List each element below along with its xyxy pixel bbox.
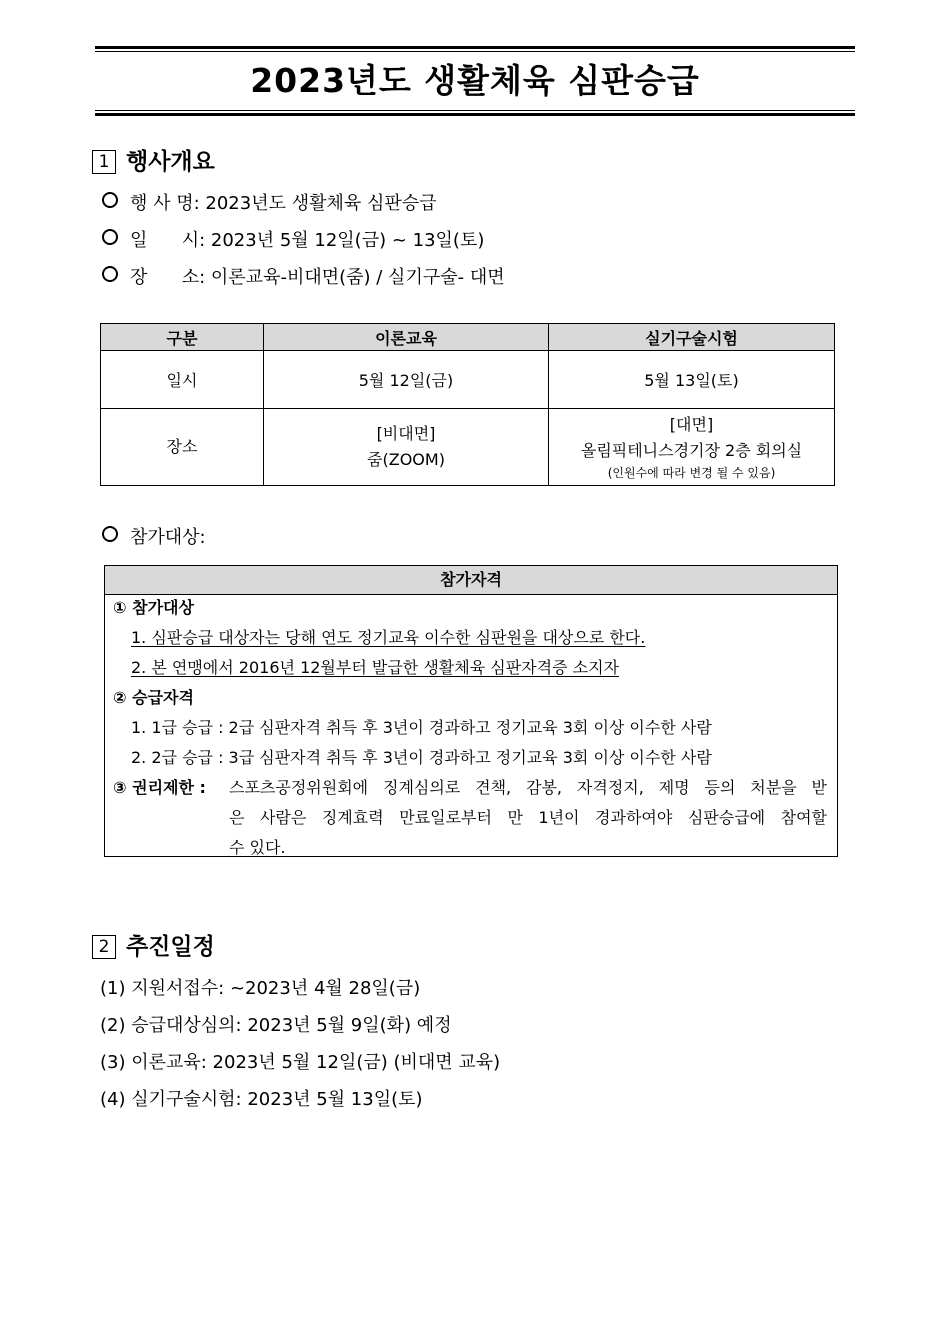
bullet-label: 일 시: (130, 230, 206, 251)
table-cell-theory-date: 5월 12일(금) (264, 351, 549, 409)
circle-bullet-icon (102, 229, 118, 245)
circle-bullet-icon (102, 192, 118, 208)
bullet-participants (102, 525, 206, 551)
table-cell-practical-venue (549, 409, 835, 486)
group-title-participants: ① 참가대상 (113, 598, 194, 617)
bullet-value: 2023년도 생활체육 심판승급 (205, 193, 437, 214)
bullet-date (102, 228, 484, 254)
bullet-event-name (102, 191, 437, 217)
title-rule-bottom-thin (95, 110, 855, 111)
schedule-table (100, 323, 835, 486)
title-rule-bottom (95, 113, 855, 116)
list-item: 2. 2급 승급 : 3급 심판자격 취득 후 3년이 경과하고 정기교육 3회 이상 이수한 사람 (131, 748, 712, 767)
bullet-value: 이론교육-비대면(줌) / 실기구술- 대면 (210, 267, 505, 288)
list-item: 2. 본 연맹에서 2016년 12월부터 발급한 생활체육 심판자격증 소지자 (131, 658, 619, 677)
qualification-header: 참가자격 (105, 566, 837, 595)
section-heading-schedule (92, 932, 215, 962)
table-cell-label: 일시 (101, 351, 264, 409)
schedule-item: (4) 실기구술시험: 2023년 5월 13일(토) (100, 1089, 423, 1110)
table-cell-label: 장소 (101, 409, 264, 486)
venue-type: [비대면] (376, 424, 436, 443)
restriction-line: 수 있다. (229, 838, 286, 857)
section-number-box: 1 (92, 150, 116, 174)
table-cell-theory-venue (264, 409, 549, 486)
bullet-value: 2023년 5월 12일(금) ~ 13일(토) (210, 230, 485, 251)
bullet-label: 장 소: (130, 267, 206, 288)
bullet-label: 행 사 명: (130, 193, 200, 214)
document-title: 2023년도 생활체육 심판승급 (250, 61, 700, 100)
table-header-practical: 실기구술시험 (549, 324, 835, 351)
bullet-venue (102, 265, 505, 291)
bullet-label: 참가대상: (130, 527, 206, 548)
venue-note: (인원수에 따라 변경 될 수 있음) (607, 466, 776, 480)
list-item: 1. 심판승급 대상자는 당해 연도 정기교육 이수한 심판원을 대상으로 한다. (131, 628, 646, 647)
section-number-box: 2 (92, 935, 116, 959)
schedule-item: (3) 이론교육: 2023년 5월 12일(금) (비대면 교육) (100, 1052, 501, 1073)
section-title: 행사개요 (126, 149, 215, 175)
circle-bullet-icon (102, 266, 118, 282)
group-title-restriction: ③ 권리제한 : (113, 778, 206, 797)
table-cell-practical-date: 5월 13일(토) (549, 351, 835, 409)
title-rule-top-thin (95, 51, 855, 52)
venue-name: 올림픽테니스경기장 2층 회의실 (580, 441, 803, 460)
schedule-item: (1) 지원서접수: ~2023년 4월 28일(금) (100, 978, 421, 999)
restriction-line: 은 사람은 징계효력 만료일로부터 만 1년이 경과하여야 심판승급에 참여할 (229, 808, 827, 827)
qualification-box (104, 565, 838, 857)
table-header-theory: 이론교육 (264, 324, 549, 351)
schedule-item: (2) 승급대상심의: 2023년 5월 9일(화) 예정 (100, 1015, 452, 1036)
table-row (101, 409, 835, 486)
title-rule-top (95, 46, 855, 49)
section-heading-overview (92, 147, 215, 177)
table-header-category: 구분 (101, 324, 264, 351)
circle-bullet-icon (102, 526, 118, 542)
list-item: 1. 1급 승급 : 2급 심판자격 취득 후 3년이 경과하고 정기교육 3회 이상 이수한 사람 (131, 718, 712, 737)
restriction-line: 스포츠공정위원회에 징계심의로 견책, 감봉, 자격정지, 제명 등의 처분을 받 (229, 778, 827, 797)
group-title-promotion: ② 승급자격 (113, 688, 194, 707)
section-title: 추진일정 (126, 934, 215, 960)
table-row (101, 351, 835, 409)
venue-name: 줌(ZOOM) (367, 450, 445, 469)
venue-type: [대면] (669, 415, 714, 434)
